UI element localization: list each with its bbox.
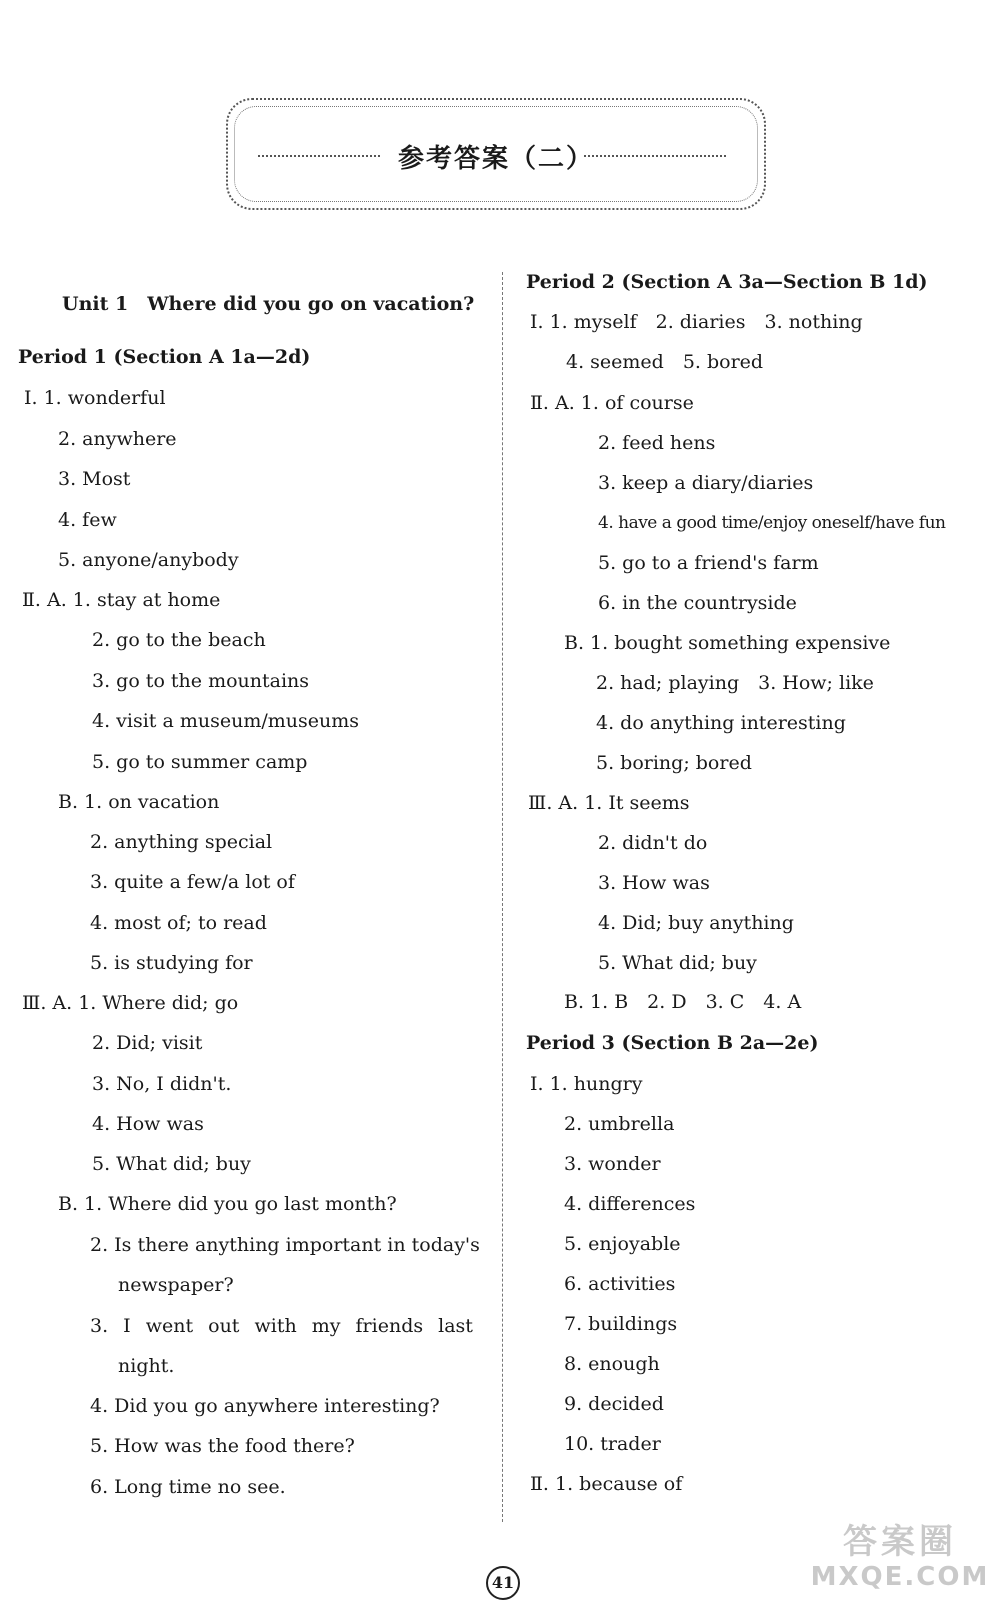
answer-line: 4. do anything interesting xyxy=(596,712,846,734)
answer-line: 3. How was xyxy=(598,872,710,894)
answer-line: B. 1. Where did you go last month? xyxy=(58,1193,397,1215)
answer-line: 2. Did; visit xyxy=(92,1032,203,1054)
answer-line: 4. visit a museum/museums xyxy=(92,710,360,732)
answer-line: 5. is studying for xyxy=(90,952,253,974)
answer-line: Ⅱ. A. 1. stay at home xyxy=(22,589,221,611)
answer-line: 6. activities xyxy=(564,1273,676,1295)
page-number: 41 xyxy=(486,1566,520,1600)
answer-line: 5. go to a friend's farm xyxy=(598,552,819,574)
answer-line: 3. No, I didn't. xyxy=(92,1073,232,1095)
page-title: 参考答案（二） xyxy=(397,144,594,174)
answer-line: 5. What did; buy xyxy=(598,952,757,974)
answer-line: newspaper? xyxy=(118,1274,234,1296)
answer-line: 2. feed hens xyxy=(598,432,716,454)
watermark-logo-url: MXQE.COM xyxy=(810,1562,990,1592)
watermark-logo xyxy=(810,1522,990,1594)
answer-line: 5. What did; buy xyxy=(92,1153,251,1175)
answer-line: 4. seemed 5. bored xyxy=(566,351,764,373)
answer-line: 6. in the countryside xyxy=(598,592,797,614)
watermark-logo-text: 答案圈 xyxy=(843,1522,957,1562)
period-heading: Period 1 (Section A 1a—2d) xyxy=(18,346,311,368)
period-heading: Period 3 (Section B 2a—2e) xyxy=(526,1032,819,1054)
answer-line: 3. quite a few/a lot of xyxy=(90,871,295,893)
answer-line: Ⅲ. A. 1. It seems xyxy=(528,792,690,814)
title-frame xyxy=(226,98,766,210)
answer-line: 4. How was xyxy=(92,1113,204,1135)
answer-line: 4. most of; to read xyxy=(90,912,267,934)
answer-line: Ⅲ. A. 1. Where did; go xyxy=(22,992,239,1014)
column-divider xyxy=(502,272,503,1522)
answer-line: 3. I went out with my friends last xyxy=(90,1315,473,1337)
answer-line: 5. go to summer camp xyxy=(92,751,308,773)
answer-line: 3. Most xyxy=(58,468,131,490)
answer-line: 8. enough xyxy=(564,1353,660,1375)
answer-line: 2. Is there anything important in today's xyxy=(90,1234,480,1256)
answer-line: Ⅱ. 1. because of xyxy=(530,1473,683,1495)
answer-line: Ⅰ. 1. hungry xyxy=(530,1073,643,1095)
answer-line: 9. decided xyxy=(564,1393,664,1415)
answer-line: 4. Did you go anywhere interesting? xyxy=(90,1395,440,1417)
answer-line: 3. keep a diary/diaries xyxy=(598,472,814,494)
answer-line: 5. enjoyable xyxy=(564,1233,681,1255)
answer-line: 2. anything special xyxy=(90,831,273,853)
period-heading: Period 2 (Section A 3a—Section B 1d) xyxy=(526,271,928,293)
answer-line: 2. umbrella xyxy=(564,1113,675,1135)
answer-line: Ⅰ. 1. myself 2. diaries 3. nothing xyxy=(530,311,863,333)
answer-line: 5. anyone/anybody xyxy=(58,549,239,571)
answer-line: B. 1. bought something expensive xyxy=(564,632,891,654)
answer-line: 2. had; playing 3. How; like xyxy=(596,672,874,694)
answer-line: 2. didn't do xyxy=(598,832,708,854)
answer-line: 4. differences xyxy=(564,1193,696,1215)
answer-line: 2. go to the beach xyxy=(92,629,266,651)
answer-line: 6. Long time no see. xyxy=(90,1476,286,1498)
answer-line: B. 1. B 2. D 3. C 4. A xyxy=(564,991,802,1013)
answer-line: 3. wonder xyxy=(564,1153,661,1175)
answer-line: 4. Did; buy anything xyxy=(598,912,794,934)
answer-line: 4. few xyxy=(58,509,117,531)
answer-line: 2. anywhere xyxy=(58,428,177,450)
answer-line: Ⅱ. A. 1. of course xyxy=(530,392,694,414)
answer-line: 5. boring; bored xyxy=(596,752,752,774)
answer-line: 5. How was the food there? xyxy=(90,1435,355,1457)
unit-heading: Unit 1 Where did you go on vacation? xyxy=(62,293,475,315)
answer-line: night. xyxy=(118,1355,175,1377)
answer-line: 7. buildings xyxy=(564,1313,678,1335)
answer-line: 4. have a good time/enjoy oneself/have fun xyxy=(598,513,946,533)
answer-line: 3. go to the mountains xyxy=(92,670,310,692)
answer-line: 10. trader xyxy=(564,1433,661,1455)
answer-line: B. 1. on vacation xyxy=(58,791,220,813)
answer-line: Ⅰ. 1. wonderful xyxy=(24,387,166,409)
